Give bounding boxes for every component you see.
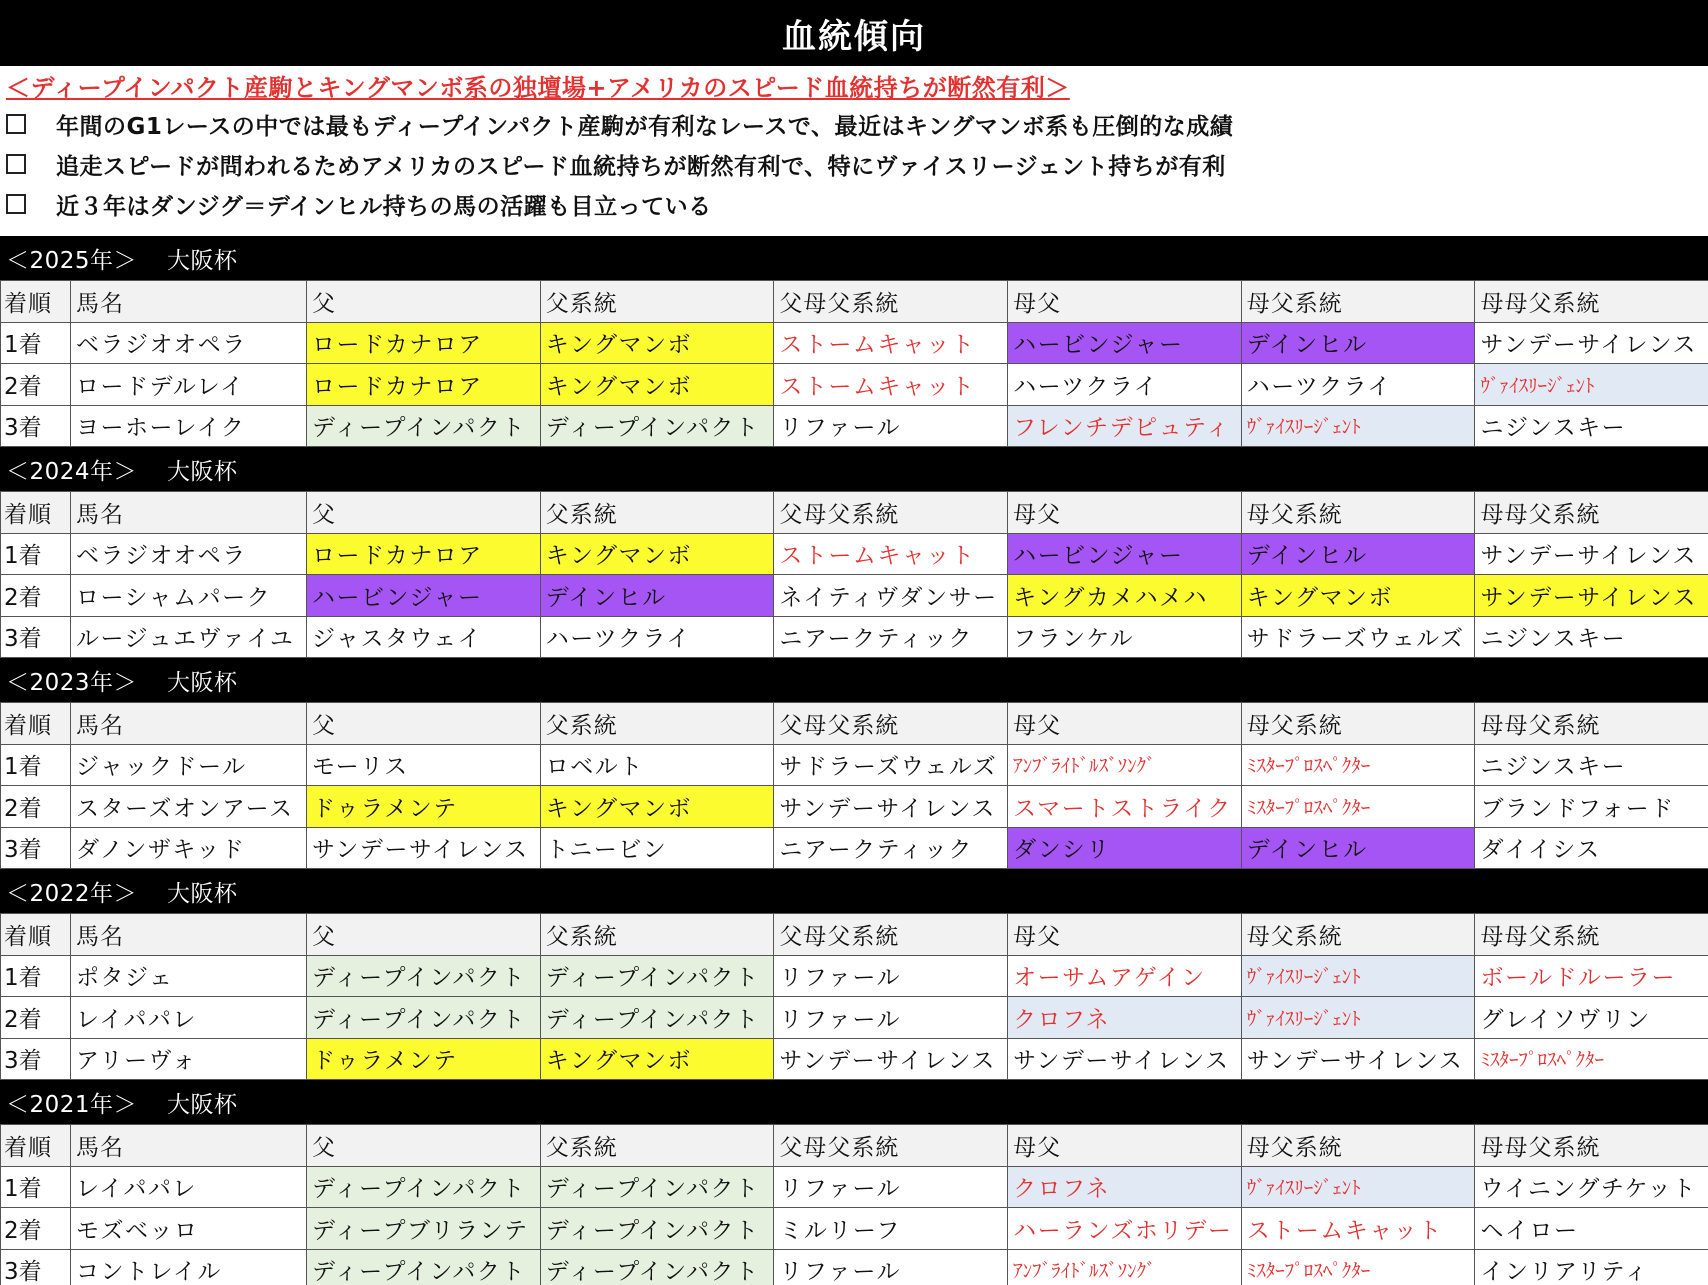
bullet-item [0,184,1708,224]
table-row [1,322,1708,364]
cell-sire: ドゥラメンテ [307,786,541,828]
column-header-dam-sire: 母父 [1008,703,1242,745]
cell-dam-sire-line: ﾐｽﾀｰﾌﾟﾛｽﾍﾟｸﾀｰ [1241,1249,1475,1285]
column-header-rank: 着順 [1,1125,71,1167]
column-header-horse-name: 馬名 [71,1125,307,1167]
column-header-dam-sire-line: 母父系統 [1241,492,1475,534]
cell-sire-line: ディープインパクト [540,1208,774,1250]
column-header-sire-line: 父系統 [540,492,774,534]
cell-horse-name: コントレイル [71,1249,307,1285]
bullet-item [0,104,1708,144]
cell-dam-sire-line: デインヒル [1241,322,1475,364]
table-row [1,616,1708,658]
cell-dam-dam-sire-line: ウイニングチケット [1475,1166,1708,1208]
column-header-sire-line: 父系統 [540,1125,774,1167]
cell-dam-sire-line: サンデーサイレンス [1241,1038,1475,1080]
table-header-row [1,1125,1708,1167]
cell-sire-line: ディープインパクト [540,405,774,447]
cell-rank: 2着 [1,575,71,617]
cell-dam-sire-line: ハーツクライ [1241,364,1475,406]
race-name: 大阪杯 [167,669,238,696]
bullet-list [0,104,1708,224]
table-header-row [1,492,1708,534]
column-header-sire: 父 [307,703,541,745]
cell-horse-name: ジャックドール [71,744,307,786]
cell-sire: ロードカナロア [307,533,541,575]
cell-sire-line: ディープインパクト [540,997,774,1039]
cell-sire-line: ディープインパクト [540,955,774,997]
cell-dam-sire: ダンシリ [1008,827,1242,869]
table-header-row [1,703,1708,745]
column-header-dam-dam-sire-line: 母母父系統 [1475,1125,1708,1167]
cell-horse-name: ダノンザキッド [71,827,307,869]
cell-sire-line: キングマンボ [540,786,774,828]
cell-horse-name: ロードデルレイ [71,364,307,406]
cell-sire-dam-sire-line: ニアークティック [774,827,1008,869]
cell-dam-sire: ハーツクライ [1008,364,1242,406]
cell-sire-dam-sire-line: リファール [774,955,1008,997]
table-row [1,1166,1708,1208]
table-row [1,405,1708,447]
column-header-horse-name: 馬名 [71,281,307,323]
table-row [1,575,1708,617]
cell-horse-name: ルージュエヴァイユ [71,616,307,658]
column-header-sire-dam-sire-line: 父母父系統 [774,1125,1008,1167]
cell-rank: 3着 [1,1038,71,1080]
cell-sire-line: ディープインパクト [540,1166,774,1208]
cell-rank: 3着 [1,1249,71,1285]
cell-sire-line: ディープインパクト [540,1249,774,1285]
column-header-sire-line: 父系統 [540,703,774,745]
table-row [1,786,1708,828]
cell-rank: 2着 [1,786,71,828]
cell-dam-sire: クロフネ [1008,997,1242,1039]
column-header-sire-dam-sire-line: 父母父系統 [774,703,1008,745]
results-table [0,702,1708,869]
column-header-dam-dam-sire-line: 母母父系統 [1475,492,1708,534]
cell-dam-sire: ｱﾝﾌﾞﾗｲﾄﾞﾙｽﾞｿﾝｸﾞ [1008,1249,1242,1285]
cell-dam-sire-line: ｳﾞｧｲｽﾘｰｼﾞｪﾝﾄ [1241,955,1475,997]
cell-dam-dam-sire-line: ボールドルーラー [1475,955,1708,997]
column-header-horse-name: 馬名 [71,914,307,956]
cell-sire-dam-sire-line: サドラーズウェルズ [774,744,1008,786]
cell-sire-line: トニービン [540,827,774,869]
cell-dam-sire-line: サドラーズウェルズ [1241,616,1475,658]
table-header-row [1,281,1708,323]
column-header-sire-line: 父系統 [540,914,774,956]
column-header-sire-dam-sire-line: 父母父系統 [774,492,1008,534]
cell-sire-dam-sire-line: ストームキャット [774,322,1008,364]
column-header-sire-dam-sire-line: 父母父系統 [774,914,1008,956]
cell-dam-sire-line: ストームキャット [1241,1208,1475,1250]
column-header-dam-dam-sire-line: 母母父系統 [1475,703,1708,745]
cell-dam-sire: キングカメハメハ [1008,575,1242,617]
cell-sire: ディープインパクト [307,1249,541,1285]
cell-sire: モーリス [307,744,541,786]
cell-dam-dam-sire-line: ﾐｽﾀｰﾌﾟﾛｽﾍﾟｸﾀｰ [1475,1038,1708,1080]
headline: ＜ディープインパクト産駒とキングマンボ系の独壇場+アメリカのスピード血統持ちが断然有利＞ [6,73,1070,102]
table-row [1,1208,1708,1250]
results-table [0,1124,1708,1285]
cell-rank: 2着 [1,997,71,1039]
race-year: ＜2024年＞ [6,458,138,485]
page-title: 血統傾向 [782,16,926,57]
cell-sire-dam-sire-line: リファール [774,1249,1008,1285]
column-header-dam-dam-sire-line: 母母父系統 [1475,914,1708,956]
cell-sire: ハービンジャー [307,575,541,617]
cell-dam-dam-sire-line: サンデーサイレンス [1475,533,1708,575]
column-header-dam-sire-line: 母父系統 [1241,703,1475,745]
cell-dam-sire: オーサムアゲイン [1008,955,1242,997]
checkbox-icon [6,154,26,174]
column-header-dam-sire: 母父 [1008,281,1242,323]
cell-sire: ロードカナロア [307,364,541,406]
bullet-text: 近３年はダンジグ＝デインヒル持ちの馬の活躍も目立っている [56,193,712,220]
table-row [1,1038,1708,1080]
cell-rank: 3着 [1,405,71,447]
cell-dam-sire: ハービンジャー [1008,533,1242,575]
column-header-rank: 着順 [1,281,71,323]
race-year: ＜2023年＞ [6,669,138,696]
table-row [1,955,1708,997]
cell-sire-dam-sire-line: リファール [774,997,1008,1039]
race-name: 大阪杯 [167,880,238,907]
cell-dam-dam-sire-line: ブランドフォード [1475,786,1708,828]
cell-rank: 1着 [1,1166,71,1208]
bullet-text: 追走スピードが問われるためアメリカのスピード血統持ちが断然有利で、特にヴァイスリージェント持ちが有利 [56,153,1226,180]
cell-rank: 3着 [1,616,71,658]
cell-sire: サンデーサイレンス [307,827,541,869]
column-header-dam-sire-line: 母父系統 [1241,281,1475,323]
column-header-sire: 父 [307,492,541,534]
checkbox-icon [6,114,26,134]
column-header-dam-sire-line: 母父系統 [1241,1125,1475,1167]
column-header-horse-name: 馬名 [71,492,307,534]
cell-sire: ジャスタウェイ [307,616,541,658]
cell-dam-sire: サンデーサイレンス [1008,1038,1242,1080]
column-header-sire-dam-sire-line: 父母父系統 [774,281,1008,323]
race-year-header [0,447,1708,491]
cell-horse-name: ヨーホーレイク [71,405,307,447]
cell-rank: 3着 [1,827,71,869]
cell-sire-line: ハーツクライ [540,616,774,658]
cell-horse-name: スターズオンアース [71,786,307,828]
cell-horse-name: ベラジオオペラ [71,322,307,364]
column-header-dam-sire: 母父 [1008,914,1242,956]
results-table [0,280,1708,447]
table-header-row [1,914,1708,956]
results-table [0,491,1708,658]
cell-sire-line: デインヒル [540,575,774,617]
cell-sire-dam-sire-line: リファール [774,1166,1008,1208]
cell-dam-sire: スマートストライク [1008,786,1242,828]
cell-dam-dam-sire-line: ダイイシス [1475,827,1708,869]
column-header-horse-name: 馬名 [71,703,307,745]
cell-sire: ディープブリランテ [307,1208,541,1250]
cell-sire-line: キングマンボ [540,1038,774,1080]
race-name: 大阪杯 [167,458,238,485]
cell-sire-dam-sire-line: サンデーサイレンス [774,786,1008,828]
cell-rank: 1着 [1,322,71,364]
column-header-rank: 着順 [1,914,71,956]
cell-dam-dam-sire-line: サンデーサイレンス [1475,575,1708,617]
cell-dam-sire-line: ｳﾞｧｲｽﾘｰｼﾞｪﾝﾄ [1241,405,1475,447]
cell-horse-name: ローシャムパーク [71,575,307,617]
cell-horse-name: ポタジェ [71,955,307,997]
cell-dam-sire: フランケル [1008,616,1242,658]
bullet-item [0,144,1708,184]
bullet-text: 年間のG1レースの中では最もディープインパクト産駒が有利なレースで、最近はキングマンボ系も圧倒的な成績 [56,113,1234,140]
cell-sire-line: キングマンボ [540,533,774,575]
cell-sire: ドゥラメンテ [307,1038,541,1080]
cell-sire-dam-sire-line: サンデーサイレンス [774,1038,1008,1080]
cell-dam-dam-sire-line: ニジンスキー [1475,405,1708,447]
cell-dam-sire-line: ｳﾞｧｲｽﾘｰｼﾞｪﾝﾄ [1241,997,1475,1039]
race-year-header [0,869,1708,913]
column-header-rank: 着順 [1,492,71,534]
cell-sire-dam-sire-line: ネイティヴダンサー [774,575,1008,617]
cell-sire: ディープインパクト [307,405,541,447]
cell-sire-dam-sire-line: ストームキャット [774,364,1008,406]
cell-dam-sire: クロフネ [1008,1166,1242,1208]
race-year: ＜2021年＞ [6,1091,138,1118]
column-header-sire: 父 [307,914,541,956]
spacer [0,224,1708,236]
cell-dam-sire-line: キングマンボ [1241,575,1475,617]
cell-sire-dam-sire-line: ストームキャット [774,533,1008,575]
column-header-rank: 着順 [1,703,71,745]
column-header-dam-sire: 母父 [1008,492,1242,534]
cell-sire-dam-sire-line: ニアークティック [774,616,1008,658]
table-row [1,1249,1708,1285]
race-year-header [0,1080,1708,1124]
cell-sire-line: キングマンボ [540,322,774,364]
column-header-sire-line: 父系統 [540,281,774,323]
race-year-header [0,658,1708,702]
cell-dam-dam-sire-line: ニジンスキー [1475,744,1708,786]
race-year: ＜2022年＞ [6,880,138,907]
cell-horse-name: モズベッロ [71,1208,307,1250]
table-row [1,827,1708,869]
cell-dam-sire-line: ｳﾞｧｲｽﾘｰｼﾞｪﾝﾄ [1241,1166,1475,1208]
cell-horse-name: ベラジオオペラ [71,533,307,575]
column-header-sire: 父 [307,1125,541,1167]
cell-dam-sire: ハーランズホリデー [1008,1208,1242,1250]
cell-rank: 1着 [1,533,71,575]
race-sections [0,236,1708,1285]
column-header-dam-sire-line: 母父系統 [1241,914,1475,956]
race-name: 大阪杯 [167,1091,238,1118]
cell-dam-sire-line: デインヒル [1241,827,1475,869]
cell-dam-dam-sire-line: グレイソヴリン [1475,997,1708,1039]
cell-dam-sire: ハービンジャー [1008,322,1242,364]
cell-sire-dam-sire-line: ミルリーフ [774,1208,1008,1250]
cell-rank: 1着 [1,955,71,997]
column-header-dam-sire: 母父 [1008,1125,1242,1167]
cell-rank: 2着 [1,1208,71,1250]
cell-sire: ロードカナロア [307,322,541,364]
cell-sire-line: キングマンボ [540,364,774,406]
race-year-header [0,236,1708,280]
page-title-bar [0,0,1708,66]
checkbox-icon [6,194,26,214]
cell-dam-sire: フレンチデピュティ [1008,405,1242,447]
cell-horse-name: レイパパレ [71,1166,307,1208]
cell-sire: ディープインパクト [307,1166,541,1208]
cell-dam-sire: ｱﾝﾌﾞﾗｲﾄﾞﾙｽﾞｿﾝｸﾞ [1008,744,1242,786]
cell-rank: 2着 [1,364,71,406]
race-year: ＜2025年＞ [6,247,138,274]
results-table [0,913,1708,1080]
cell-dam-dam-sire-line: ｳﾞｧｲｽﾘｰｼﾞｪﾝﾄ [1475,364,1708,406]
cell-dam-dam-sire-line: サンデーサイレンス [1475,322,1708,364]
cell-horse-name: アリーヴォ [71,1038,307,1080]
cell-sire-line: ロベルト [540,744,774,786]
table-row [1,744,1708,786]
column-header-dam-dam-sire-line: 母母父系統 [1475,281,1708,323]
cell-dam-dam-sire-line: ヘイロー [1475,1208,1708,1250]
cell-dam-dam-sire-line: インリアリティ [1475,1249,1708,1285]
race-name: 大阪杯 [167,247,238,274]
cell-dam-dam-sire-line: ニジンスキー [1475,616,1708,658]
cell-sire: ディープインパクト [307,955,541,997]
column-header-sire: 父 [307,281,541,323]
table-row [1,364,1708,406]
cell-dam-sire-line: デインヒル [1241,533,1475,575]
table-row [1,533,1708,575]
cell-dam-sire-line: ﾐｽﾀｰﾌﾟﾛｽﾍﾟｸﾀｰ [1241,786,1475,828]
cell-horse-name: レイパパレ [71,997,307,1039]
cell-sire-dam-sire-line: リファール [774,405,1008,447]
cell-sire: ディープインパクト [307,997,541,1039]
table-row [1,997,1708,1039]
cell-rank: 1着 [1,744,71,786]
cell-dam-sire-line: ﾐｽﾀｰﾌﾟﾛｽﾍﾟｸﾀｰ [1241,744,1475,786]
